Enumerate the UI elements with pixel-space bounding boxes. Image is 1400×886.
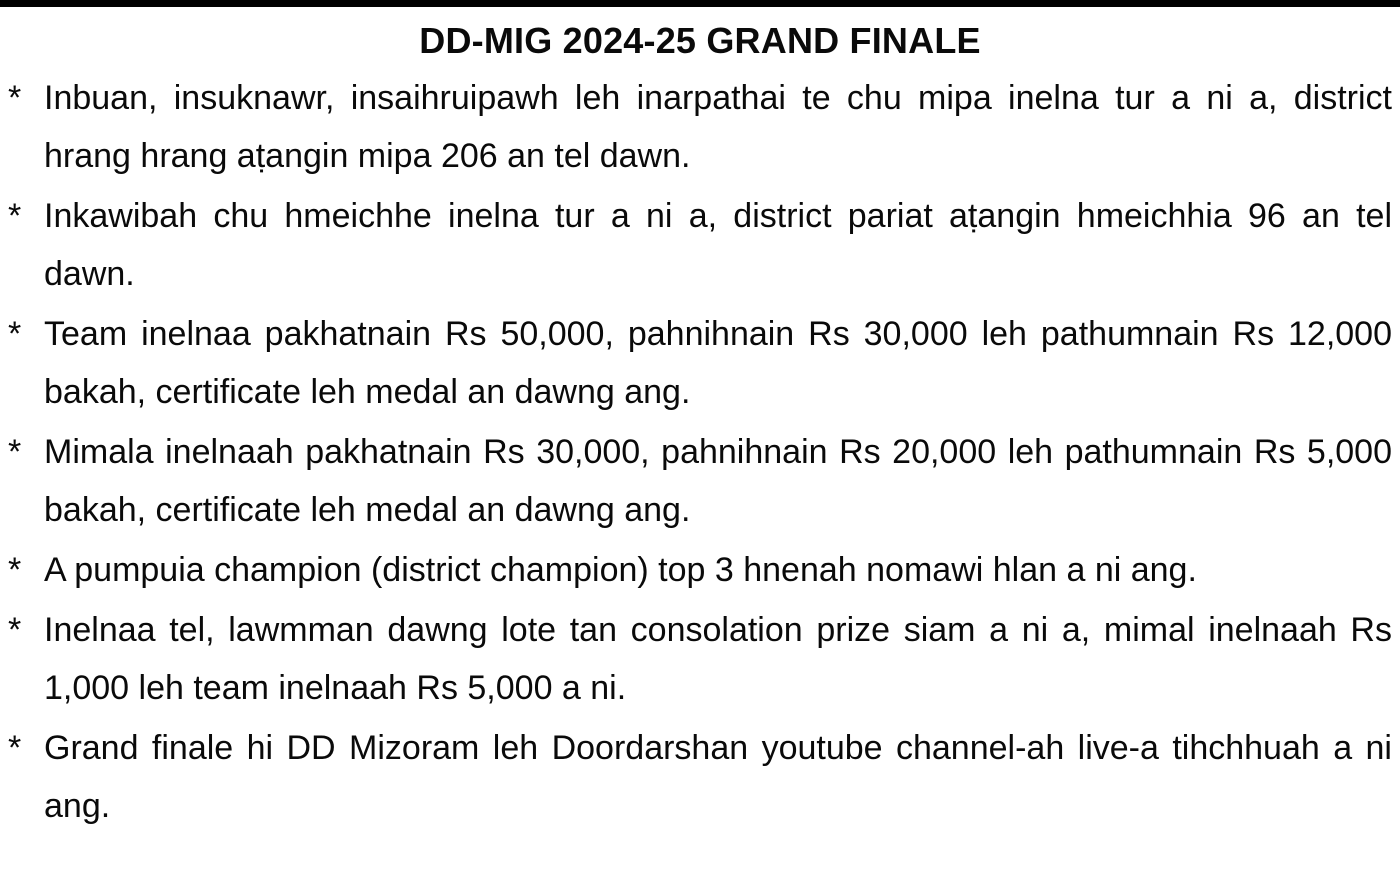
top-divider xyxy=(0,0,1400,7)
list-item xyxy=(4,601,1396,717)
list-item xyxy=(4,423,1396,539)
bullet-marker-icon: * xyxy=(8,196,22,235)
list-item xyxy=(4,541,1396,599)
list-item-text: Inkawibah chu hmeichhe inelna tur a ni a, district pariat aṭangin hmeichhia 96 an tel dawn. xyxy=(44,196,1392,293)
page-title: DD-MIG 2024-25 GRAND FINALE xyxy=(419,20,981,61)
list-item xyxy=(4,187,1396,303)
document-content xyxy=(0,7,1400,837)
bullet-marker-icon: * xyxy=(8,550,22,589)
announcement-list xyxy=(4,69,1396,835)
list-item-text: Mimala inelnaah pakhatnain Rs 30,000, pahnihnain Rs 20,000 leh pathumnain Rs 5,000 bakah, certificate leh medal an dawng ang. xyxy=(44,432,1392,529)
bullet-marker-icon: * xyxy=(8,728,22,767)
list-item-text: Inbuan, insuknawr, insaihruipawh leh inarpathai te chu mipa inelna tur a ni a, district hrang hrang aṭangin mipa 206 an tel dawn. xyxy=(44,78,1392,175)
list-item-text: A pumpuia champion (district champion) top 3 hnenah nomawi hlan a ni ang. xyxy=(44,550,1197,589)
list-item-text: Team inelnaa pakhatnain Rs 50,000, pahnihnain Rs 30,000 leh pathumnain Rs 12,000 bakah, certificate leh medal an dawng ang. xyxy=(44,314,1392,411)
bullet-marker-icon: * xyxy=(8,78,22,117)
list-item xyxy=(4,305,1396,421)
bullet-marker-icon: * xyxy=(8,610,22,649)
list-item xyxy=(4,719,1396,835)
list-item-text: Inelnaa tel, lawmman dawng lote tan consolation prize siam a ni a, mimal inelnaah Rs 1,000 leh team inelnaah Rs 5,000 a ni. xyxy=(44,610,1392,707)
list-item xyxy=(4,69,1396,185)
bullet-marker-icon: * xyxy=(8,432,22,471)
bullet-marker-icon: * xyxy=(8,314,22,353)
list-item-text: Grand finale hi DD Mizoram leh Doordarshan youtube channel-ah live-a tihchhuah a ni ang. xyxy=(44,728,1392,825)
